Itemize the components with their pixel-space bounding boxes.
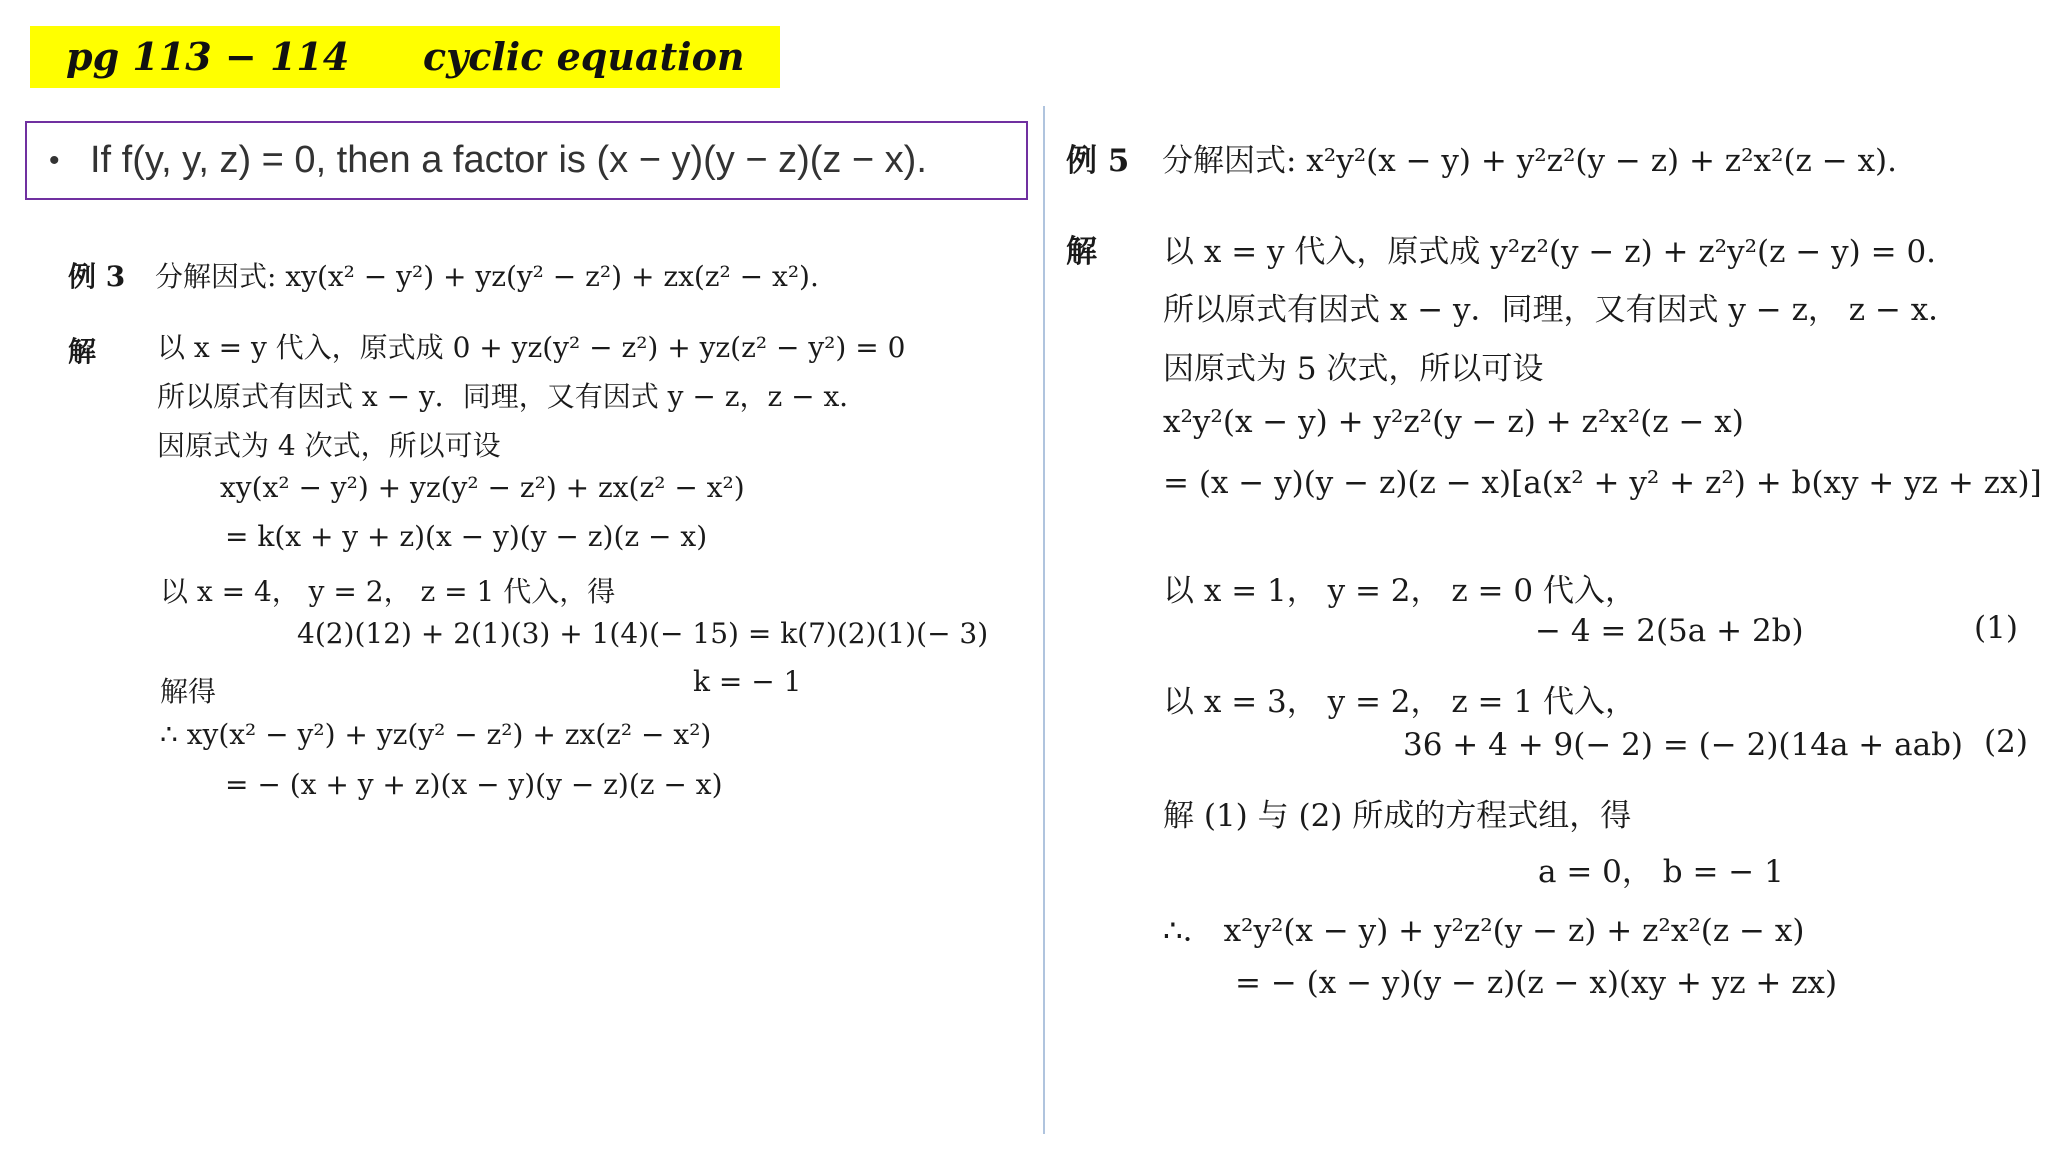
right-line: 36 + 4 + 9(− 2) = (− 2)(14a + aab) <box>1403 727 1964 763</box>
left-line: ∴ xy(x² − y²) + yz(y² − z²) + zx(z² − x²) <box>160 718 712 751</box>
right-equation-number: (1) <box>1974 610 2018 646</box>
right-line: 以 x = 1， y = 2， z = 0 代入， <box>1163 573 1636 609</box>
title-banner <box>30 26 780 88</box>
note-text: If f(y, y, z) = 0, then a factor is (x − y)(y − z)(z − x). <box>90 139 927 181</box>
left-line: 因原式为 4 次式，所以可设 <box>157 429 501 462</box>
column-divider <box>1043 106 1045 1134</box>
right-line: ∴． x²y²(x − y) + y²z²(y − z) + z²x²(z − x) <box>1163 913 1805 949</box>
left-line: xy(x² − y²) + yz(y² − z²) + zx(z² − x²) <box>220 471 745 504</box>
left-line: 以 x = y 代入，原式成 0 + yz(y² − z²) + yz(z² − y²) = 0 <box>157 331 906 364</box>
bullet-icon: • <box>49 144 60 177</box>
right-line: − 4 = 2(5a + 2b) <box>1535 613 1804 649</box>
right-equation-number: (2) <box>1984 724 2028 760</box>
title-pages: pg 113 − 114 <box>66 34 350 79</box>
right-line: a = 0， b = − 1 <box>1538 854 1784 890</box>
left-solution-label: 解 <box>68 335 97 368</box>
left-line: k = − 1 <box>693 665 802 698</box>
right-line: = − (x − y)(y − z)(z − x)(xy + yz + zx) <box>1235 965 1838 1001</box>
right-line: 以 x = y 代入，原式成 y²z²(y − z) + z²y²(z − y) = 0. <box>1163 234 1937 270</box>
right-line: 以 x = 3， y = 2， z = 1 代入， <box>1163 684 1636 720</box>
right-line: x²y²(x − y) + y²z²(y − z) + z²x²(z − x) <box>1163 404 1744 440</box>
left-line: = k(x + y + z)(x − y)(y − z)(z − x) <box>225 520 708 553</box>
left-problem: 分解因式: xy(x² − y²) + yz(y² − z²) + zx(z² − x²). <box>155 260 819 293</box>
left-line: 所以原式有因式 x − y．同理，又有因式 y − z，z − x． <box>157 380 868 413</box>
left-line: 以 x = 4， y = 2， z = 1 代入，得 <box>160 575 616 608</box>
left-example-label: 例 3 <box>68 260 126 293</box>
title-topic: cyclic equation <box>423 34 745 79</box>
right-solution-label: 解 <box>1066 234 1097 270</box>
right-line: 解 (1) 与 (2) 所成的方程式组，得 <box>1163 798 1632 834</box>
note-box <box>25 121 1028 200</box>
left-line: 4(2)(12) + 2(1)(3) + 1(4)(− 15) = k(7)(2)(1)(− 3) <box>297 617 989 650</box>
left-line: = − (x + y + z)(x − y)(y − z)(z − x) <box>225 768 723 801</box>
right-problem: 分解因式: x²y²(x − y) + y²z²(y − z) + z²x²(z − x). <box>1162 143 1898 179</box>
left-line: 解得 <box>160 675 217 708</box>
right-line: = (x − y)(y − z)(z − x)[a(x² + y² + z²) + b(xy + yz + zx)] <box>1163 465 2042 501</box>
right-line: 所以原式有因式 x − y．同理，又有因式 y − z， z − x． <box>1163 292 1960 328</box>
right-line: 因原式为 5 次式，所以可设 <box>1163 351 1544 387</box>
right-example-label: 例 5 <box>1066 143 1130 179</box>
